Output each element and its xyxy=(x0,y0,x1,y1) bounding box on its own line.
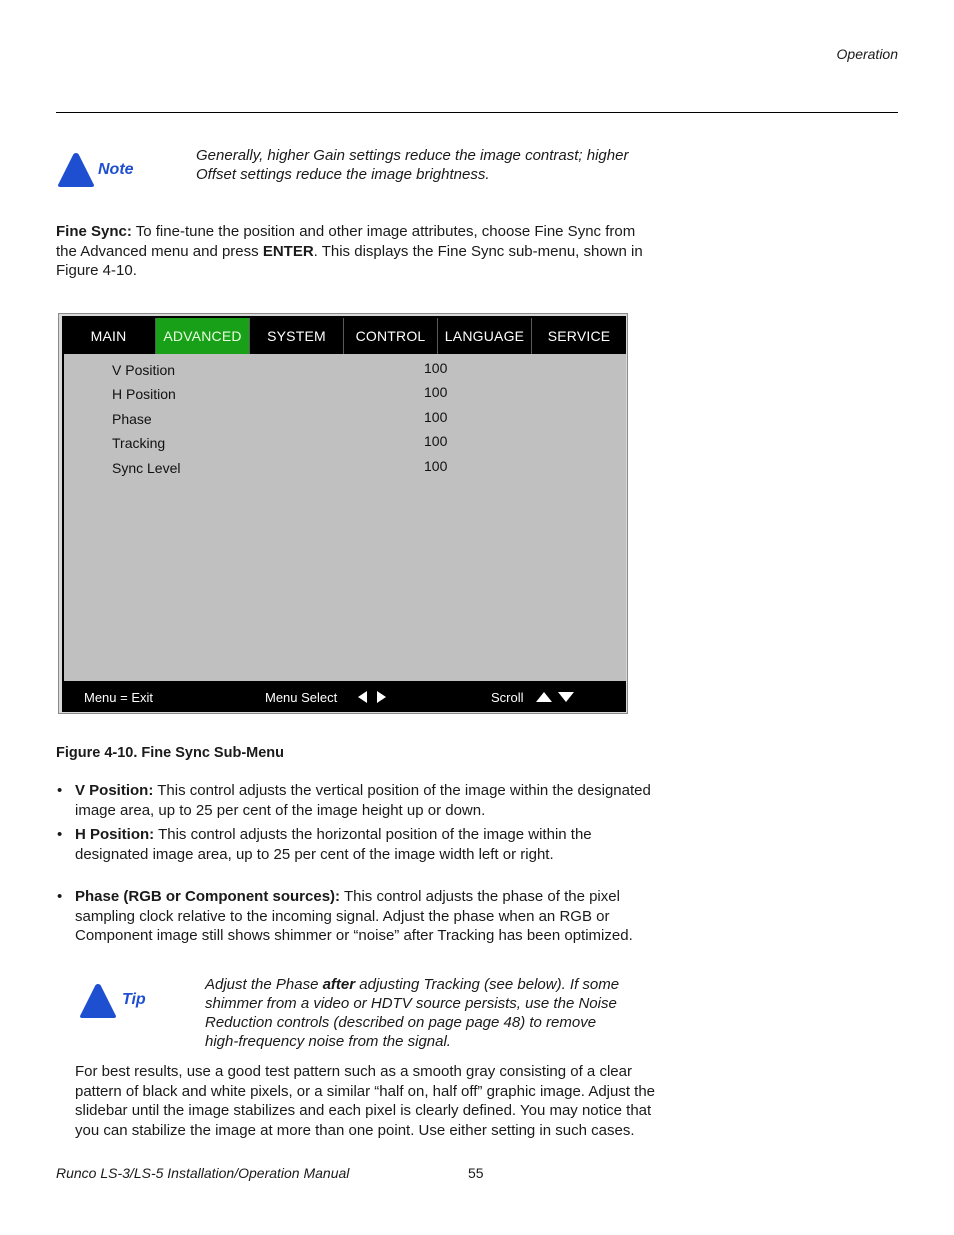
setting-label-v-position[interactable]: V Position xyxy=(112,362,176,378)
setting-label-phase[interactable]: Phase xyxy=(112,411,152,427)
up-down-arrows-icon xyxy=(536,691,574,703)
tab-main[interactable]: MAIN xyxy=(62,318,156,354)
fine-sync-paragraph: Fine Sync: To fine-tune the position and other image attributes, choose Fine Sync from the Advanced menu and press ENTER. This displays the Fine Sync sub-menu, shown in Figure 4-10. xyxy=(56,223,643,279)
tip-triangle-icon xyxy=(79,983,118,1019)
tab-control[interactable]: CONTROL xyxy=(344,318,438,354)
bullet-phase: Phase (RGB or Component sources): This control adjusts the phase of the pixel sampling clock relative to the incoming signal. Adjust the phase when an RGB or Component image still shows shimmer or “noise” after Tracking has been optimized. xyxy=(75,888,633,944)
setting-value-phase: 100 xyxy=(424,409,448,425)
left-right-arrows-icon xyxy=(357,690,387,704)
osd-settings-panel xyxy=(64,354,626,681)
bullet-v-position: V Position: This control adjusts the vertical position of the image within the designated image area, up to 25 per cent of the image height up or down. xyxy=(75,782,651,819)
figure-caption: Figure 4-10. Fine Sync Sub-Menu xyxy=(56,745,285,761)
setting-label-tracking[interactable]: Tracking xyxy=(112,435,166,451)
setting-label-h-position[interactable]: H Position xyxy=(112,386,176,402)
osd-menu xyxy=(62,316,626,712)
scroll-hint: Scroll xyxy=(491,690,524,705)
menu-select-hint: Menu Select xyxy=(265,690,338,705)
setting-value-sync-level: 100 xyxy=(424,458,448,474)
setting-label-sync-level[interactable]: Sync Level xyxy=(112,460,181,476)
setting-value-h-position: 100 xyxy=(424,384,448,400)
tab-language[interactable]: LANGUAGE xyxy=(438,318,532,354)
note-text: Generally, higher Gain settings reduce the image contrast; higher Offset settings reduce the image brightness. xyxy=(196,147,629,183)
header-rule xyxy=(56,112,898,113)
osd-footer-bar xyxy=(62,683,626,712)
bullet-dot: • xyxy=(57,826,63,843)
bullet-dot: • xyxy=(57,782,63,799)
note-triangle-icon xyxy=(57,152,95,188)
footer-manual-title: Runco LS-3/LS-5 Installation/Operation Manual xyxy=(56,1165,350,1181)
menu-exit-hint: Menu = Exit xyxy=(84,690,154,705)
tip-label: Tip xyxy=(122,991,146,1008)
bullet-dot: • xyxy=(57,888,63,905)
setting-value-v-position: 100 xyxy=(424,360,448,376)
tab-service[interactable]: SERVICE xyxy=(532,318,626,354)
note-label: Note xyxy=(98,161,134,178)
running-header: Operation xyxy=(836,46,898,62)
tip-text: Adjust the Phase after adjusting Tracking (see below). If some shimmer from a video or HDTV source persists, use the Noise Reduction controls (described on page page 48) to remove high-frequency noise from the signal. xyxy=(205,976,620,1050)
tab-system[interactable]: SYSTEM xyxy=(250,318,344,354)
best-results-paragraph: For best results, use a good test pattern such as a smooth gray consisting of a clear pattern of black and white pixels, or a similar “half on, half off” graphic image. Adjust the slidebar until the image stabilizes and each pixel is clearly defined. You may notice that you can stabilize the image at more than one point. Use either setting in such cases. xyxy=(75,1063,656,1139)
setting-value-tracking: 100 xyxy=(424,433,448,449)
bullet-h-position: H Position: This control adjusts the horizontal position of the image within the designated image area, up to 25 per cent of the image width left or right. xyxy=(75,826,592,863)
page-number: 55 xyxy=(468,1165,484,1181)
tab-advanced[interactable]: ADVANCED xyxy=(156,318,250,354)
